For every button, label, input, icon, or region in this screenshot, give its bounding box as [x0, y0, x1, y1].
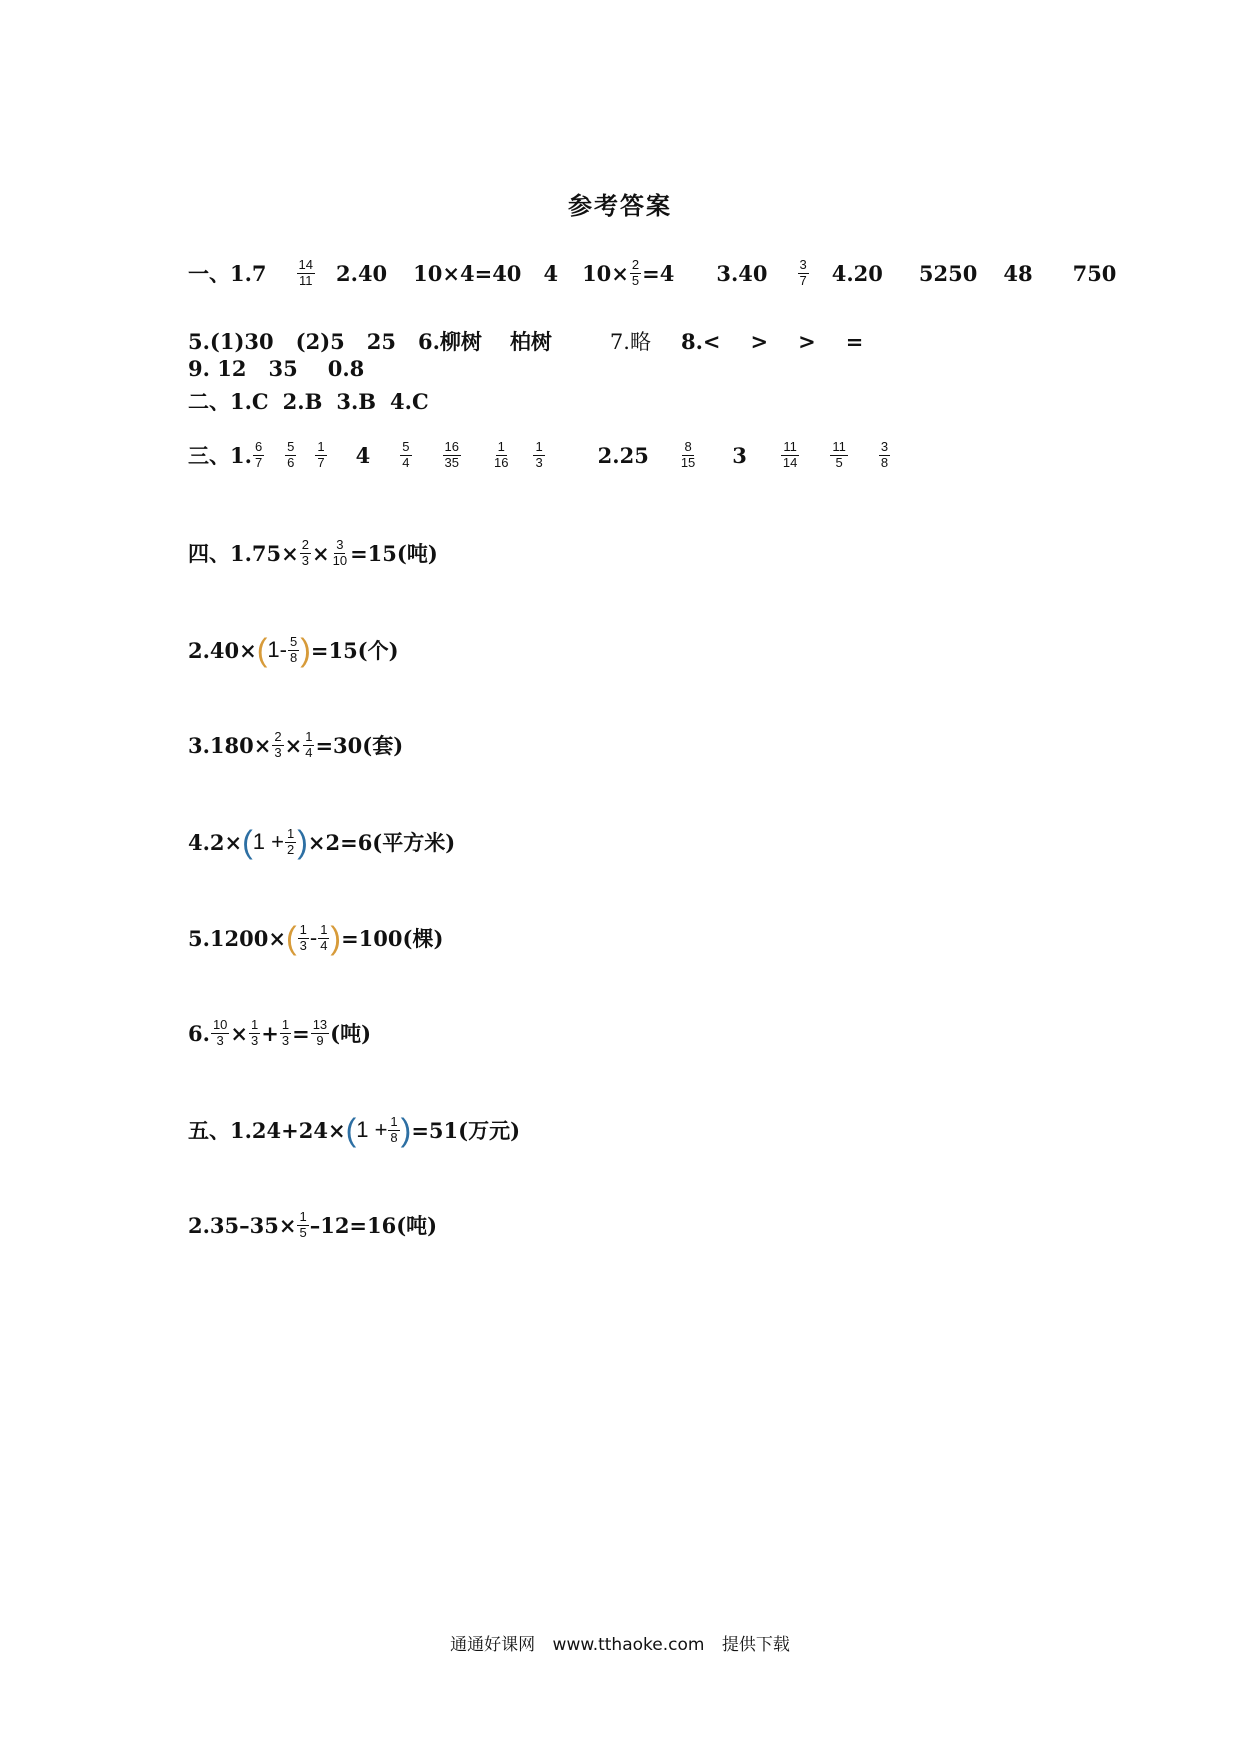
fraction: $\frac{5}{4}$ [402, 439, 410, 470]
section-2 [188, 386, 429, 416]
equation-text: 1 + [252, 829, 284, 854]
equation-text: 5.1200× [188, 925, 286, 951]
s1-item-9: 5250 [918, 260, 978, 286]
s1b-item-1: 5.(1)30 [188, 328, 274, 354]
left-paren: ( [256, 632, 268, 668]
s1-item-2: 2.40 [336, 260, 388, 286]
equation-text: - [309, 925, 318, 950]
s1b-item-10: = [845, 328, 864, 354]
page-title: 参考答案 [568, 191, 672, 220]
fraction: $\frac{1}{8}$ [390, 1113, 398, 1145]
footer [0, 1630, 1240, 1655]
equation-text: = [292, 1020, 310, 1046]
footer-site-name: 通通好课网 [450, 1635, 536, 1655]
left-paren: ( [285, 920, 297, 956]
s1b-item-6: 7.略 [609, 330, 651, 354]
equation-text: (吨) [330, 1021, 372, 1047]
s1-item-11: 750 [1072, 260, 1117, 286]
s3-item-3: 2.25 [597, 442, 649, 468]
s1b-item-4: 6.柳树 [417, 329, 482, 354]
s2-item-2: 2.B [282, 388, 323, 414]
s1-item-10: 48 [1003, 260, 1033, 286]
s1-item-4: 4 [543, 260, 559, 286]
s1b-item-3: 25 [366, 328, 396, 354]
section-5-q2 [188, 1210, 437, 1241]
left-paren: ( [242, 824, 253, 860]
fraction: $\frac{8}{15}$ [680, 439, 696, 470]
section-4-q6 [188, 1018, 371, 1049]
equation-text: 2.40× [188, 637, 257, 663]
fraction: $\frac{1}{4}$ [305, 729, 313, 760]
section-4-q3 [188, 730, 403, 761]
s1b-item-5: 柏树 [509, 329, 552, 354]
section-1-line-2 [188, 326, 863, 356]
equation-text: =100(棵) [341, 926, 444, 951]
fraction: $\frac{1}{5}$ [299, 1209, 307, 1240]
footer-url[interactable]: www.tthaoke.com [552, 1635, 705, 1655]
fraction: $\frac{5}{8}$ [289, 633, 298, 665]
equation-text: ×2=6(平方米) [307, 830, 456, 855]
equation-text: 4.2× [188, 829, 243, 855]
fraction: $\frac{10}{3}$ [212, 1017, 228, 1048]
fraction: $\frac{1}{4}$ [320, 921, 328, 953]
s1b-item-9: > [798, 328, 816, 354]
s3-item-1: 三、1. [188, 443, 252, 469]
s2-item-3: 3.B [336, 388, 377, 414]
s1b-item-8: > [750, 328, 769, 354]
section-4-q1 [188, 538, 438, 569]
fraction: $\frac{5}{6}$ [287, 439, 295, 470]
fraction: $\frac{2}{5}$ [631, 257, 640, 288]
equation-text: =51(万元) [411, 1118, 521, 1143]
fraction: $\frac{1}{3}$ [281, 1017, 290, 1048]
equation-text: × [230, 1020, 249, 1046]
equation-text: 2.35–35× [188, 1212, 297, 1238]
section-1-line-1 [188, 258, 1116, 289]
fraction: $\frac{2}{3}$ [301, 537, 309, 568]
right-paren: ) [300, 632, 311, 668]
s1-item-1: 一、1.7 [188, 261, 267, 287]
fraction: $\frac{1}{3}$ [251, 1017, 259, 1048]
equation-text: –12=16(吨) [309, 1213, 438, 1239]
fraction: $\frac{6}{7}$ [254, 439, 263, 470]
footer-download: 提供下载 [721, 1635, 790, 1655]
fraction: $\frac{3}{10}$ [332, 537, 348, 568]
fraction: $\frac{11}{5}$ [832, 439, 846, 470]
fraction: $\frac{3}{8}$ [880, 439, 889, 470]
equation-text: 3.180× [188, 732, 272, 758]
right-paren: ) [400, 1112, 412, 1148]
equation-text: 6. [188, 1020, 210, 1046]
s1b-item-2: (2)5 [295, 328, 345, 354]
fraction: $\frac{16}{35}$ [444, 439, 459, 470]
equation-text: × [311, 540, 330, 566]
s2-item-1: 二、1.C [188, 389, 269, 414]
s1-item-7: 3.40 [716, 260, 768, 286]
equation-text: =15(吨) [350, 541, 438, 567]
equation-text: + [261, 1020, 279, 1046]
fraction: $\frac{11}{14}$ [782, 439, 798, 470]
s1b-item-7: 8.< [680, 328, 721, 354]
s1c-item-3: 0.8 [327, 356, 365, 381]
left-paren: ( [345, 1112, 357, 1148]
fraction: $\frac{1}{16}$ [493, 439, 509, 470]
fraction: $\frac{1}{3}$ [535, 439, 543, 470]
fraction: $\frac{1}{7}$ [317, 439, 325, 470]
fraction: $\frac{1}{3}$ [299, 921, 307, 953]
equation-text: 1 + [356, 1117, 388, 1142]
section-3 [188, 440, 891, 471]
fraction: $\frac{3}{7}$ [799, 257, 807, 288]
right-paren: ) [297, 824, 308, 860]
section-4-q4 [188, 826, 455, 858]
section-5-q1 [188, 1114, 520, 1146]
s2-item-4: 4.C [390, 388, 429, 414]
section-4-q5 [188, 922, 443, 954]
equation-text: =15(个) [310, 638, 399, 663]
s1-item-3: 10×4=40 [413, 260, 522, 286]
equation-text: 五、1.24+24× [188, 1118, 346, 1143]
fraction: $\frac{2}{3}$ [274, 729, 282, 760]
section-1-line-3 [188, 356, 364, 381]
fraction: $\frac{1}{2}$ [287, 825, 295, 857]
s1-item-6: =4 [642, 260, 675, 286]
fraction: $\frac{13}{9}$ [312, 1017, 328, 1048]
equation-text: × [284, 732, 303, 758]
s3-item-4: 3 [732, 442, 747, 468]
fraction: $\frac{14}{11}$ [298, 257, 314, 288]
section-4-q2 [188, 634, 399, 666]
equation-text: 1- [267, 637, 287, 662]
s1c-item-2: 35 [268, 356, 298, 381]
s3-item-2: 4 [355, 442, 371, 468]
right-paren: ) [330, 920, 342, 956]
s1-item-5: 10× [582, 260, 629, 286]
equation-text: 四、1.75× [188, 541, 299, 567]
equation-text: =30(套) [315, 733, 404, 759]
s1c-item-1: 9. 12 [188, 356, 247, 381]
s1-item-8: 4.20 [831, 260, 883, 286]
